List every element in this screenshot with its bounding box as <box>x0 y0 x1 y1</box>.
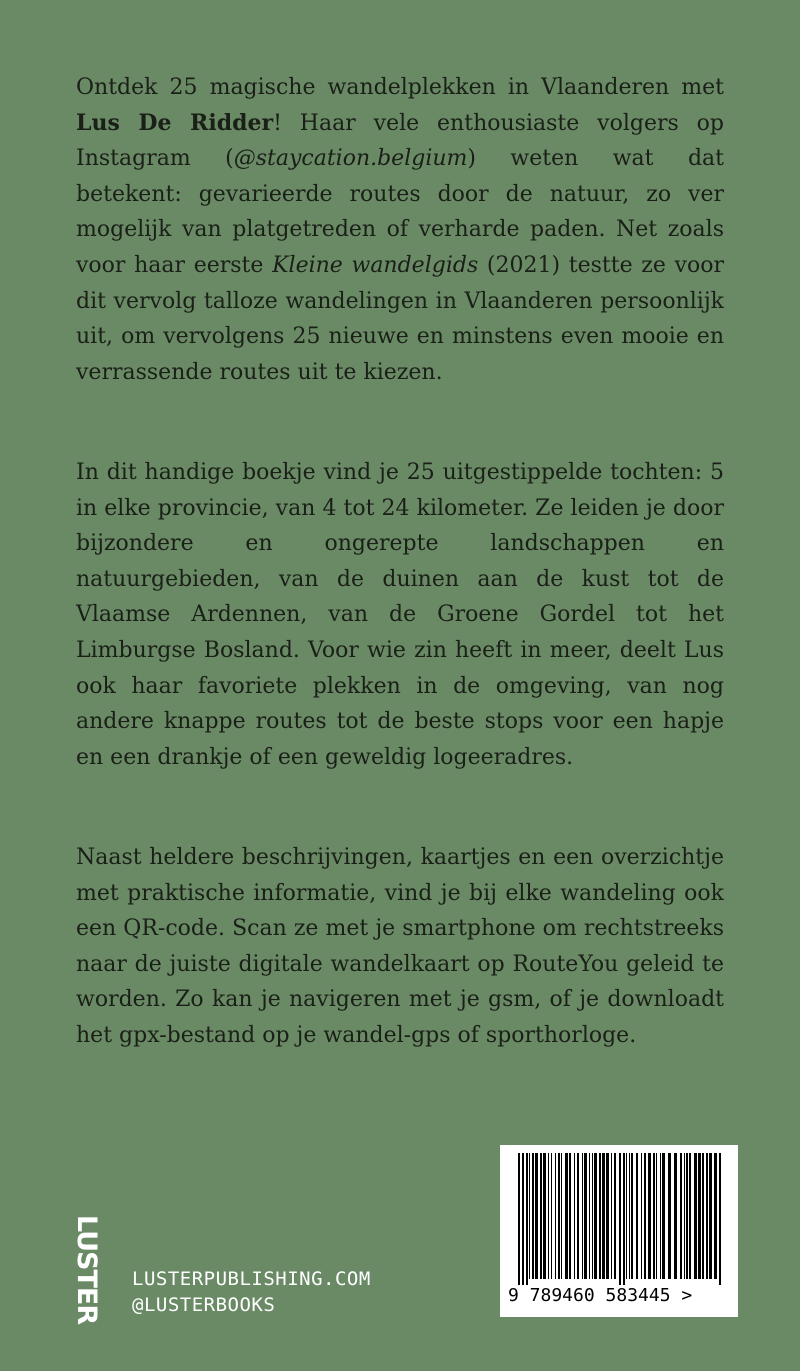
barcode-bar <box>631 1153 633 1279</box>
barcode-bar <box>619 1153 621 1285</box>
barcode-bar <box>656 1153 657 1279</box>
barcode-bar <box>694 1153 697 1279</box>
barcode-bar <box>636 1153 638 1279</box>
barcode-bar <box>561 1153 562 1279</box>
barcode-bar <box>668 1153 671 1279</box>
barcode-bar <box>555 1153 556 1279</box>
barcode-bar <box>565 1153 568 1279</box>
barcode-bar <box>558 1153 560 1279</box>
barcode-bar <box>702 1153 704 1279</box>
instagram-handle: @staycation.belgium <box>233 146 468 172</box>
features-paragraph: Naast heldere beschrijvingen, kaartjes en een overzichtje met praktische informatie, vind je bij elke wandeling ook een QR-code. Scan ze met je smartphone om rechtstreeks naar de juiste digitale wandelkaart op RouteYou geleid te worden. Zo kan je navigeren met je gsm, of je downloadt het gpx-bestand op je wandel-gps of sporthorloge. <box>76 845 724 1048</box>
barcode-bar <box>684 1153 685 1279</box>
barcode-bar <box>623 1153 625 1285</box>
barcode-bar <box>653 1153 655 1279</box>
publisher-logo-text: LUSTER <box>71 1214 103 1324</box>
barcode-bar <box>526 1153 528 1285</box>
barcode-bar <box>709 1153 712 1279</box>
publisher-links <box>132 1266 371 1318</box>
isbn-barcode <box>500 1145 738 1317</box>
barcode-bar <box>641 1153 642 1279</box>
barcode-bar <box>592 1153 593 1279</box>
barcode-bar <box>594 1153 597 1279</box>
barcode-bar <box>674 1153 677 1279</box>
content-paragraph: In dit handige boekje vind je 25 uitgestippelde tochten: 5 in elke provincie, van 4 tot 24 kilometer. Ze leiden je door bijzondere en ongerepte landschappen en natuurgebieden, van de duinen aan de kust tot de Vlaamse Ardennen, van de Groene Gordel tot het Limburgse Bosland. Voor wie zin heeft in meer, deelt Lus ook haar favoriete plekken in de omgeving, van nog andere knappe routes tot de beste stops voor een hapje en een drankje of een geweldig logeeradres. <box>76 460 724 770</box>
barcode-bar <box>660 1153 661 1279</box>
barcode-bar <box>599 1153 601 1279</box>
barcode-bar <box>602 1153 605 1279</box>
barcode-bar <box>644 1153 646 1279</box>
barcode-bar <box>584 1153 587 1279</box>
author-name: Lus De Ridder <box>76 109 274 136</box>
barcode-bar <box>719 1153 721 1285</box>
barcode-bar <box>522 1153 524 1285</box>
barcode-bar <box>629 1153 630 1279</box>
barcode-bar <box>551 1153 552 1279</box>
barcode-bar <box>535 1153 538 1279</box>
barcode-bar <box>532 1153 534 1279</box>
barcode-bar <box>529 1153 530 1279</box>
barcode-bar <box>689 1153 691 1279</box>
barcode-bar <box>611 1153 612 1279</box>
barcode-bar <box>614 1153 616 1279</box>
barcode-bar <box>686 1153 688 1279</box>
barcode-bar <box>706 1153 708 1279</box>
publisher-website: LUSTERPUBLISHING.COM <box>132 1268 371 1290</box>
barcode-bar <box>518 1153 520 1285</box>
barcode-bar <box>714 1153 717 1279</box>
barcode-bar <box>589 1153 590 1279</box>
barcode-bar <box>698 1153 701 1279</box>
barcode-bar <box>606 1153 609 1279</box>
publisher-logo <box>60 1214 114 1324</box>
barcode-bar <box>680 1153 682 1279</box>
intro-paragraph: Ontdek 25 magische wandelplekken in Vlaanderen met Lus De Ridder! Haar vele enthousiaste volgers op Instagram (@staycation.belgium) weten wat dat betekent: gevarieerde routes door de natuur, zo ver mogelijk van platgetreden of verharde paden. Net zoals voor haar eerste Kleine wandelgids (2021) testte ze voor dit vervolg talloze wandelingen in Vlaanderen persoonlijk uit, om vervolgens 25 nieuwe en minstens even mooie en verrassende routes uit te kiezen. <box>76 75 724 385</box>
barcode-bar <box>543 1153 546 1279</box>
previous-book-title: Kleine wandelgids <box>272 252 479 278</box>
barcode-bar <box>582 1153 583 1279</box>
barcode-bar <box>626 1153 627 1279</box>
barcode-bar <box>540 1153 542 1279</box>
publisher-handle: @LUSTERBOOKS <box>132 1294 276 1316</box>
barcode-bar <box>548 1153 549 1279</box>
barcode-bar <box>577 1153 579 1279</box>
barcode-bar <box>662 1153 665 1279</box>
barcode-bar <box>574 1153 575 1279</box>
isbn-number: 9 789460 583445 > <box>508 1285 693 1306</box>
barcode-bar <box>648 1153 651 1279</box>
barcode-bar <box>569 1153 571 1279</box>
